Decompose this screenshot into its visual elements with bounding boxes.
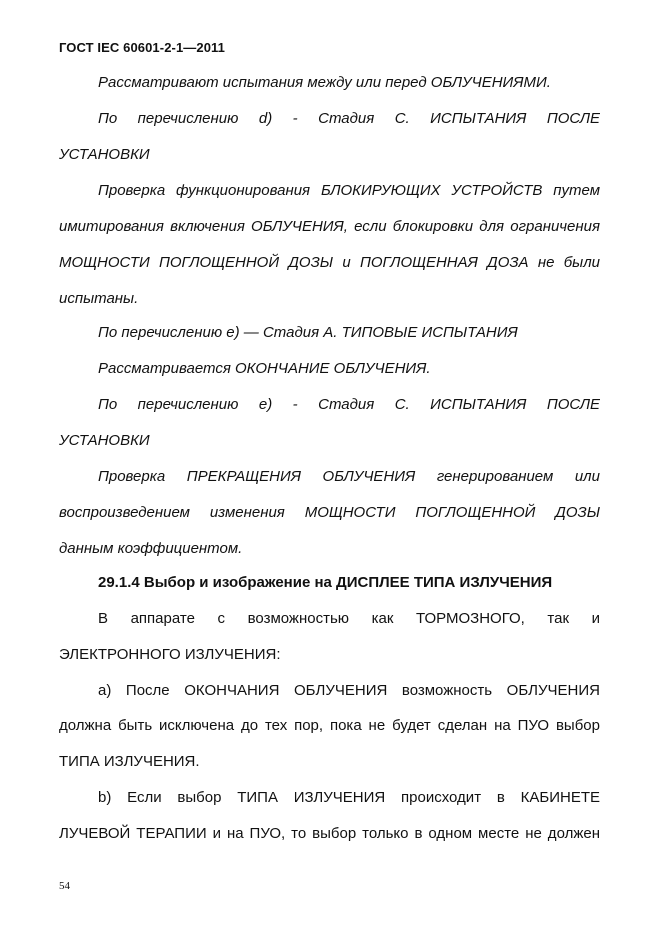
text-line: имитирования включения ОБЛУЧЕНИЯ, если блокировки для ограничения xyxy=(59,218,600,235)
text-line: a) После ОКОНЧАНИЯ ОБЛУЧЕНИЯ возможность ОБЛУЧЕНИЯ xyxy=(98,682,600,699)
text-line: УСТАНОВКИ xyxy=(59,432,150,449)
text-line: воспроизведением изменения МОЩНОСТИ ПОГЛОЩЕННОЙ ДОЗЫ xyxy=(59,504,600,521)
text-line: Рассматривают испытания между или перед ОБЛУЧЕНИЯМИ. xyxy=(98,74,551,91)
text-line: Проверка ПРЕКРАЩЕНИЯ ОБЛУЧЕНИЯ генерированием или xyxy=(98,468,600,485)
text-line: УСТАНОВКИ xyxy=(59,146,150,163)
text-line: данным коэффициентом. xyxy=(59,540,243,557)
text-line: b) Если выбор ТИПА ИЗЛУЧЕНИЯ происходит в КАБИНЕТЕ xyxy=(98,789,600,806)
text-line: ТИПА ИЗЛУЧЕНИЯ. xyxy=(59,753,200,770)
text-line: ЭЛЕКТРОННОГО ИЗЛУЧЕНИЯ: xyxy=(59,646,281,663)
text-line: ЛУЧЕВОЙ ТЕРАПИИ и на ПУО, то выбор только в одном месте не должен xyxy=(59,825,600,842)
text-line: По перечислению d) - Стадия С. ИСПЫТАНИЯ ПОСЛЕ xyxy=(98,110,600,127)
text-line: Проверка функционирования БЛОКИРУЮЩИХ УСТРОЙСТВ путем xyxy=(98,182,600,199)
text-line: Рассматривается ОКОНЧАНИЕ ОБЛУЧЕНИЯ. xyxy=(98,360,431,377)
section-heading: 29.1.4 Выбор и изображение на ДИСПЛЕЕ ТИПА ИЗЛУЧЕНИЯ xyxy=(98,574,553,591)
document-header: ГОСТ IEC 60601-2-1—2011 xyxy=(59,40,225,55)
page-number: 54 xyxy=(59,880,70,892)
text-line: В аппарате с возможностью как ТОРМОЗНОГО, так и xyxy=(98,610,600,627)
text-line: испытаны. xyxy=(59,290,139,307)
text-line: должна быть исключена до тех пор, пока не будет сделан на ПУО выбор xyxy=(59,717,600,734)
text-line: МОЩНОСТИ ПОГЛОЩЕННОЙ ДОЗЫ и ПОГЛОЩЕННАЯ ДОЗА не были xyxy=(59,254,600,271)
text-line: По перечислению е) - Стадия С. ИСПЫТАНИЯ ПОСЛЕ xyxy=(98,396,600,413)
text-line: По перечислению е) — Стадия А. ТИПОВЫЕ ИСПЫТАНИЯ xyxy=(98,324,518,341)
